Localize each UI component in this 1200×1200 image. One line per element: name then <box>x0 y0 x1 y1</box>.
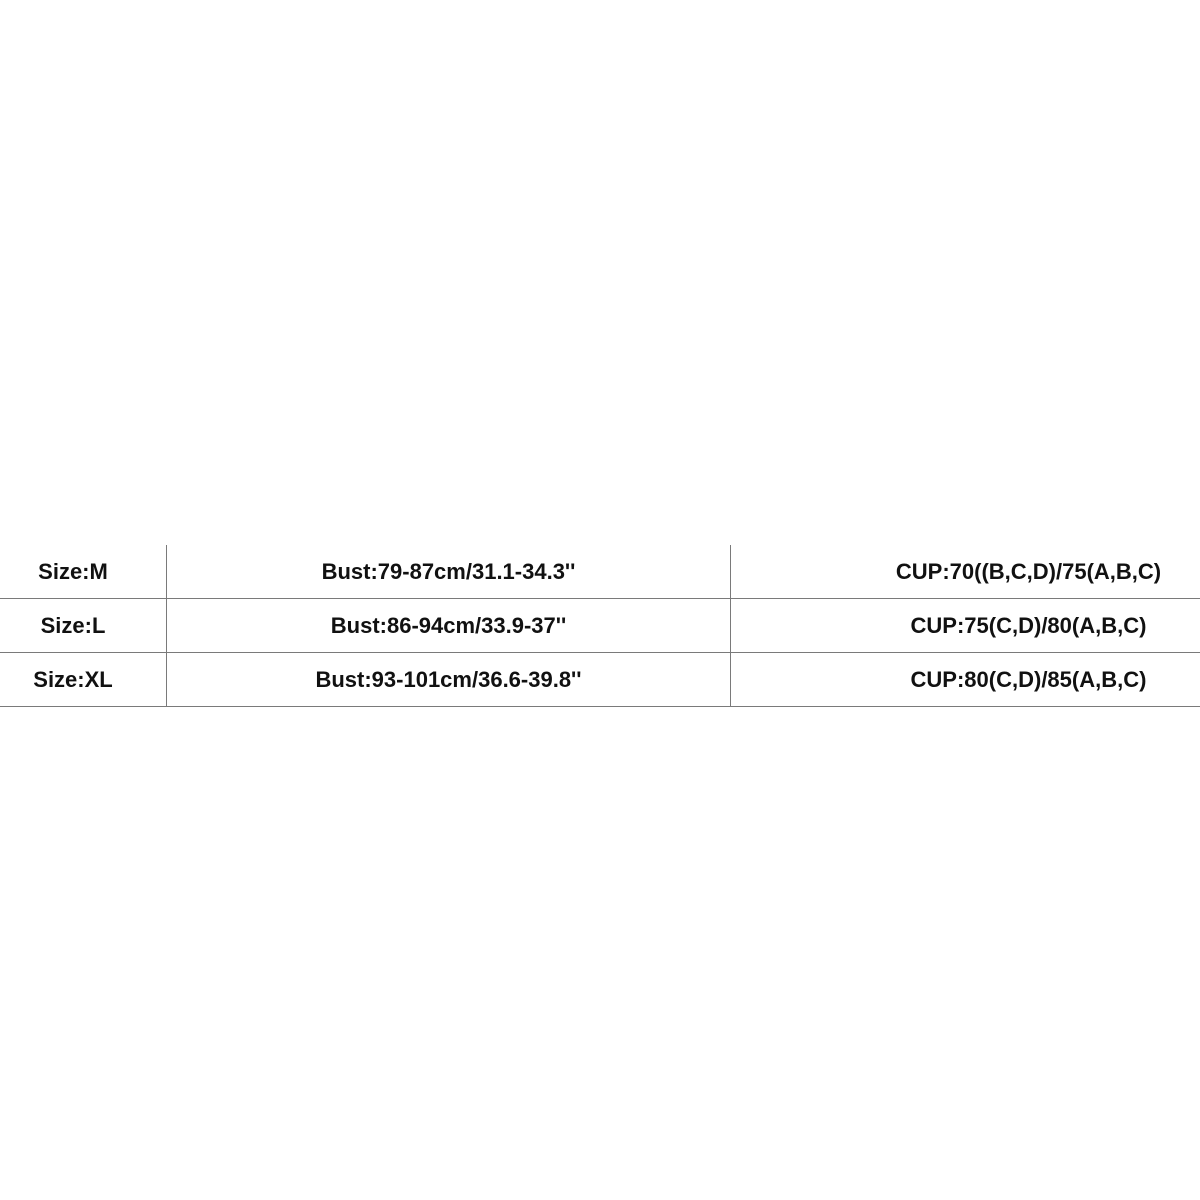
size-cell: Size:L <box>40 612 106 638</box>
row-divider <box>0 706 1200 707</box>
row-divider <box>0 652 1200 653</box>
cup-cell: CUP:75(C,D)/80(A,B,C) <box>910 612 1147 638</box>
table-row <box>0 599 1200 653</box>
table-row <box>0 545 1200 599</box>
bust-cell: Bust:93-101cm/36.6-39.8'' <box>315 666 582 692</box>
column-divider <box>166 545 167 707</box>
row-divider <box>0 598 1200 599</box>
cup-cell: CUP:80(C,D)/85(A,B,C) <box>910 666 1147 692</box>
bust-cell: Bust:79-87cm/31.1-34.3'' <box>321 558 576 584</box>
bust-cell: Bust:86-94cm/33.9-37'' <box>330 612 567 638</box>
size-cell: Size:XL <box>33 666 113 692</box>
cup-cell: CUP:70((B,C,D)/75(A,B,C) <box>895 558 1162 584</box>
size-chart-table <box>0 545 1200 707</box>
size-cell: Size:M <box>38 558 108 584</box>
table-row <box>0 653 1200 707</box>
column-divider <box>730 545 731 707</box>
